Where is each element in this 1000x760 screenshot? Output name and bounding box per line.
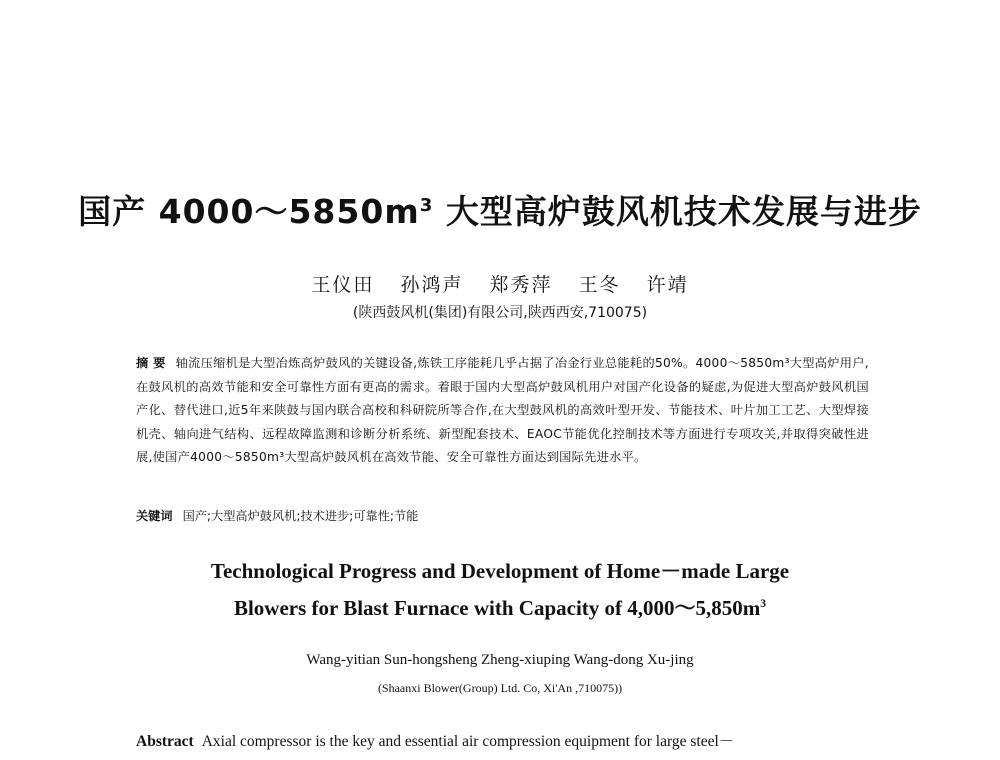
chinese-authors: 王仪田 孙鸿声 郑秀萍 王冬 许靖 bbox=[311, 274, 689, 296]
chinese-keywords-text: 国产;大型高炉鼓风机;技术进步;可靠性;节能 bbox=[182, 509, 419, 523]
chinese-keywords bbox=[136, 506, 869, 526]
english-affiliation: (Shaanxi Blower(Group) Ltd. Co, Xi'An ,710075)) bbox=[377, 681, 623, 695]
chinese-title bbox=[0, 186, 1000, 233]
chinese-keywords-label: 关键词 bbox=[136, 509, 173, 523]
chinese-abstract bbox=[136, 352, 869, 470]
english-title-line-1: Technological Progress and Development of Home－made Large bbox=[210, 559, 790, 583]
chinese-affiliation: (陕西鼓风机(集团)有限公司,陕西西安,710075) bbox=[352, 305, 648, 321]
chinese-abstract-text: 轴流压缩机是大型冶炼高炉鼓风的关键设备,炼铁工序能耗几乎占据了冶金行业总能耗的50%。4000～5850m³大型高炉用户,在鼓风机的高效节能和安全可靠性方面有更高的需求。着眼于国内大型高炉鼓风机用户对国产化设备的疑虑,为促进大型高炉鼓风机国产化、替代进口,近5年来陕鼓与国内联合高校和科研院所等合作,在大型鼓风机的高效叶型开发、节能技术、叶片加工工艺、大型焊接机壳、轴向进气结构、远程故障监测和诊断分析系统、新型配套技术、EAOC节能优化控制技术等方面进行专项攻关,并取得突破性进展,使国产4000～5850m³大型高炉鼓风机在高效节能、安全可靠性方面达到国际先进水平。 bbox=[136, 356, 869, 465]
english-authors: Wang-yitian Sun-hongsheng Zheng-xiuping Wang-dong Xu-jing bbox=[306, 652, 694, 668]
english-title-superscript: 3 bbox=[760, 598, 767, 610]
chinese-abstract-label: 摘 要 bbox=[136, 356, 166, 370]
chinese-title-superscript: 3 bbox=[419, 195, 434, 216]
english-abstract-label: Abstract bbox=[136, 733, 194, 750]
english-title-line-2 bbox=[0, 588, 1000, 625]
english-abstract bbox=[136, 730, 876, 754]
english-title bbox=[0, 555, 1000, 625]
english-title-line-2-text: Blowers for Blast Furnace with Capacity of 4,000～5,850m bbox=[233, 596, 761, 620]
chinese-title-suffix: 大型高炉鼓风机技术发展与进步 bbox=[433, 192, 922, 231]
chinese-title-text: 国产 4000～5850m bbox=[78, 192, 420, 231]
english-abstract-text: Axial compressor is the key and essential air compression equipment for large steel－ bbox=[201, 733, 735, 750]
